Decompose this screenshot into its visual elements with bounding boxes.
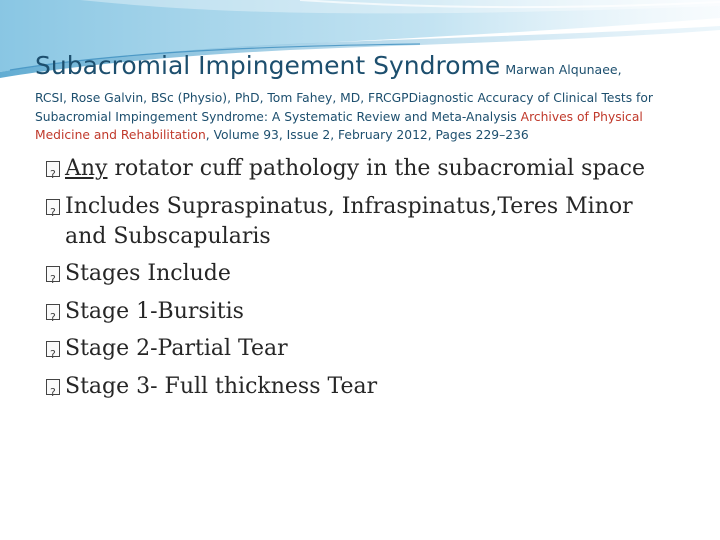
bullet-lead-underlined: Any — [65, 156, 108, 181]
citation-journal: Archives of Physical Medicine and Rehabilitation — [35, 109, 643, 142]
citation-volume: , Volume 93, Issue 2, February 2012, Pages 229–236 — [205, 128, 529, 142]
bullet-text-line1: Includes Supraspinatus, Infraspinatus,Teres Minor — [65, 193, 633, 219]
bullet-text: Stage 1-Bursitis — [65, 298, 244, 324]
missing-glyph-box-icon — [46, 341, 60, 357]
citation — [35, 89, 695, 145]
bullet-text: Stages Include — [65, 261, 231, 286]
bullet-item — [46, 154, 696, 184]
bullet-text-line2: and Subscapularis — [65, 223, 271, 249]
missing-glyph-box-icon — [46, 199, 60, 215]
bullet-text: Stage 3- Full thickness Tear — [65, 373, 378, 399]
missing-glyph-box-icon — [46, 161, 60, 177]
bullet-text: rotator cuff pathology in the subacromial space — [107, 156, 645, 181]
missing-glyph-box-icon — [46, 379, 60, 395]
bullet-list — [46, 154, 696, 409]
missing-glyph-box-icon — [46, 304, 60, 320]
slide-title — [35, 52, 695, 81]
bullet-item — [46, 334, 696, 364]
missing-glyph-box-icon — [46, 266, 60, 282]
bullet-item — [46, 192, 696, 252]
bullet-item — [46, 372, 696, 402]
citation-authors: RCSI, Rose Galvin, BSc (Physio), PhD, Tom Fahey, MD, FRCGPDiagnostic Accuracy of Clinical Tests for Subacromial Impingement Syndrome: A Systematic Review and Meta-Analysis — [35, 91, 653, 124]
bullet-item — [46, 259, 696, 289]
bullet-text: Stage 2-Partial Tear — [65, 336, 288, 361]
title-author: Marwan Alqunaee, — [505, 62, 622, 77]
title-text: Subacromial Impingement Syndrome — [35, 51, 501, 80]
bullet-item — [46, 297, 696, 327]
